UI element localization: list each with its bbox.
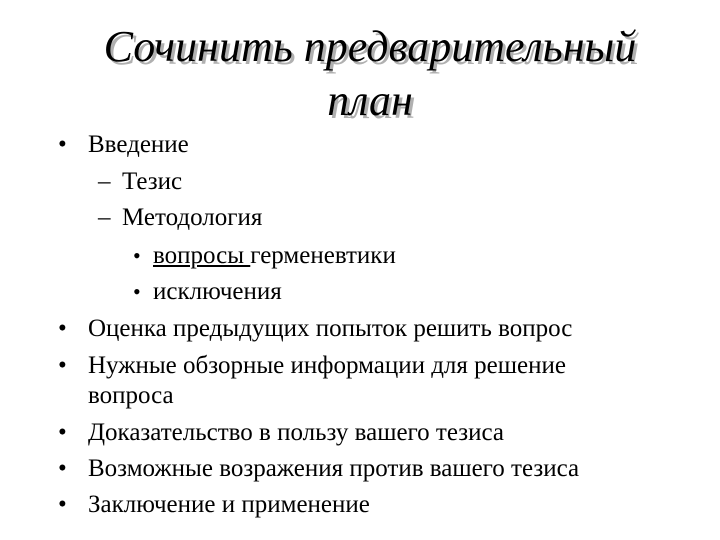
- bullet-icon: •: [133, 279, 141, 304]
- outline-item-conclusion: Заключение и применение: [88, 491, 370, 518]
- plain-text: герменевтики: [250, 242, 396, 269]
- outline-item-needed-line-2: вопроса: [88, 382, 174, 409]
- outline-subsubitem-exceptions: исключения: [153, 278, 282, 305]
- outline-item-objections: Возможные возражения против вашего тезиса: [88, 455, 580, 482]
- outline-item-intro: Введение: [88, 131, 189, 158]
- outline-subitem-method: Методология: [122, 204, 263, 231]
- outline-subsubitem-hermeneutics: [153, 241, 396, 271]
- slide-title-line-1: Сочинить предварительный: [103, 22, 637, 71]
- outline-item-proof: Доказательство в пользу вашего тезиса: [88, 419, 505, 446]
- bullet-icon: •: [58, 455, 67, 482]
- bullet-icon: •: [58, 131, 67, 158]
- bullet-icon: •: [58, 491, 67, 518]
- dash-icon: –: [98, 204, 111, 231]
- slide-title-line-2: план: [327, 76, 413, 125]
- outline-subitem-thesis: Тезис: [122, 168, 183, 195]
- bullet-icon: •: [58, 315, 67, 342]
- outline-item-evaluation: Оценка предыдущих попыток решить вопрос: [88, 315, 573, 342]
- bullet-icon: •: [58, 352, 67, 379]
- bullet-icon: •: [58, 419, 67, 446]
- dash-icon: –: [98, 168, 111, 195]
- underlined-text: вопросы: [153, 242, 251, 269]
- bullet-icon: •: [133, 243, 141, 268]
- outline-item-needed-line-1: Нужные обзорные информации для решение: [88, 352, 566, 379]
